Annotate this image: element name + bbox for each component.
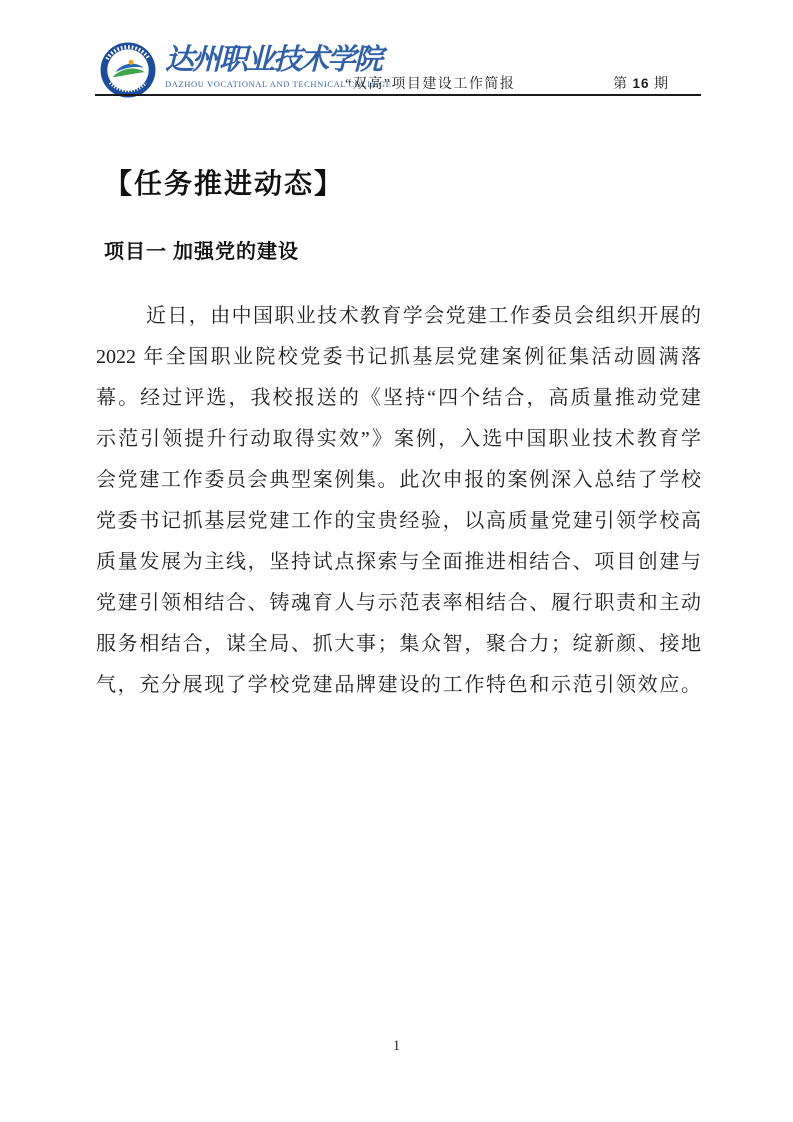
body-paragraph <box>96 296 701 706</box>
project-heading: 项目一 加强党的建设 <box>104 241 299 263</box>
page-number: 1 <box>392 1038 401 1054</box>
body-text-line: 服务相结合，谋全局、抓大事；集众智，聚合力；绽新颜、接地 <box>96 633 701 655</box>
bulletin-title: “双高”项目建设工作简报 <box>345 77 516 92</box>
body-text-line: 会党建工作委员会典型案例集。此次申报的案例深入总结了学校 <box>96 469 701 491</box>
section-title: 【任务推进动态】 <box>104 169 345 200</box>
college-name-zh: 达州职业技术学院 <box>165 44 382 76</box>
header-rule <box>95 94 701 96</box>
college-emblem-icon <box>100 42 156 98</box>
issue-label <box>613 73 669 93</box>
issue-number: 16 <box>632 76 650 91</box>
issue-prefix: 第 <box>613 77 633 92</box>
body-text-line: 气，充分展现了学校党建品牌建设的工作特色和示范引领效应。 <box>96 674 701 696</box>
body-text-line: 幕。经过评选，我校报送的《坚持“四个结合，高质量推动党建 <box>96 387 701 409</box>
body-text-line: 近日，由中国职业技术教育学会党建工作委员会组织开展的 <box>146 305 701 327</box>
issue-suffix: 期 <box>649 77 670 92</box>
college-name-en: DAZHOU VOCATIONAL AND TECHNICAL COLLEGE <box>165 79 392 89</box>
body-text-line: 质量发展为主线，坚持试点探索与全面推进相结合、项目创建与 <box>96 551 701 573</box>
body-text-line: 党建引领相结合、铸魂育人与示范表率相结合、履行职责和主动 <box>96 592 701 614</box>
body-text-line: 2022 年全国职业院校党委书记抓基层党建案例征集活动圆满落 <box>96 346 701 368</box>
body-text-line: 示范引领提升行动取得实效”》案例，入选中国职业技术教育学 <box>96 428 701 450</box>
body-text-line: 党委书记抓基层党建工作的宝贵经验，以高质量党建引领学校高 <box>96 510 701 532</box>
